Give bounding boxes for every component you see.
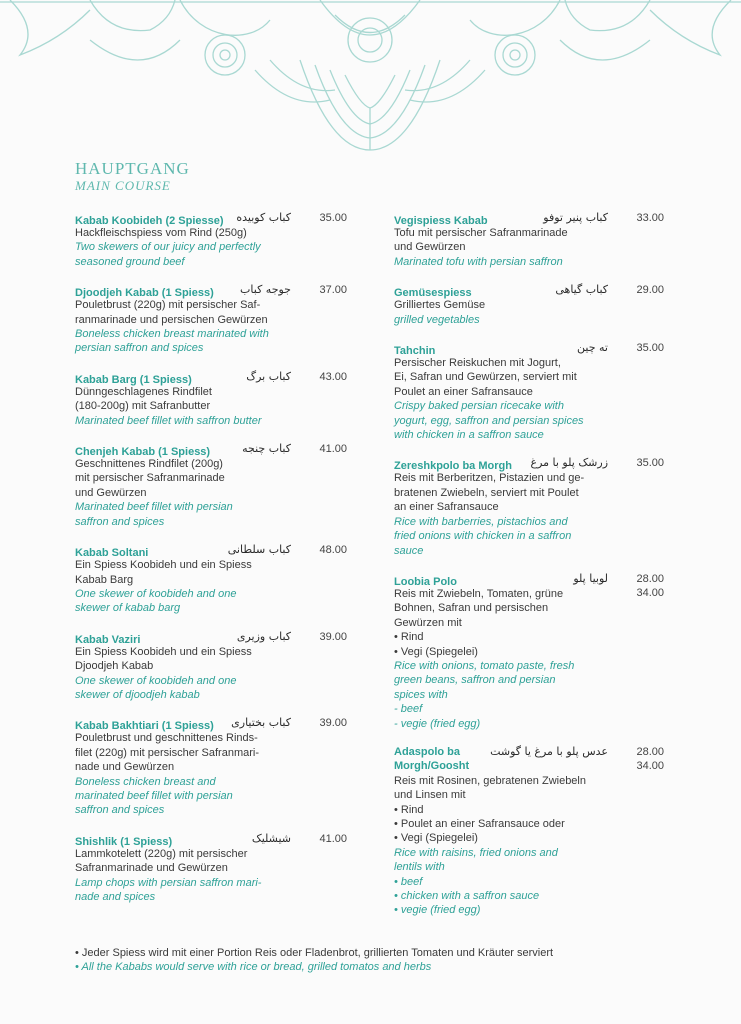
menu-item-price [636, 283, 664, 297]
description-de: und Gewürzen [394, 241, 466, 254]
menu-item [394, 456, 664, 557]
price-value: 29.00 [636, 284, 664, 297]
menu-item-price [319, 283, 347, 297]
description-en: Boneless chicken breast and [75, 775, 216, 788]
menu-item-name-farsi: کباب سلطانی [227, 543, 291, 557]
description-de: Pouletbrust und geschnittenes Rinds- [75, 732, 258, 745]
description-de: an einer Safransauce [394, 501, 499, 514]
section-title [75, 160, 190, 193]
price-value: 34.00 [636, 760, 664, 773]
menu-item-name-farsi: ته چین [577, 341, 608, 355]
menu-item-price [636, 341, 664, 355]
description-de: • Rind [394, 631, 424, 644]
description-de: Poulet an einer Safransauce [394, 385, 533, 398]
description-de: • Rind [394, 803, 424, 816]
menu-item-name: Vegispiess Kabab [394, 215, 488, 227]
menu-item-name: Zereshkpolo ba Morgh [394, 460, 512, 473]
menu-column-left [75, 211, 347, 918]
section-title-en: MAIN COURSE [75, 178, 171, 193]
description-de: nade und Gewürzen [75, 761, 175, 774]
price-value: 39.00 [319, 717, 347, 730]
menu-item-header [75, 716, 347, 731]
menu-item-name: Loobia Polo [394, 575, 457, 588]
price-value: 41.00 [319, 443, 347, 456]
price-value: 43.00 [319, 370, 347, 383]
menu-item-name-farsi: کباب برگ [246, 369, 291, 383]
menu-item-header [394, 745, 664, 774]
menu-item-price [319, 716, 347, 730]
menu-item-name: Kabab Koobideh (2 Spiesse) [75, 215, 224, 227]
price-value: 41.00 [319, 832, 347, 845]
menu-item-name-farsi: کباب گیاهی [555, 283, 608, 297]
footnote-de: • Jeder Spiess wird mit einer Portion Reis oder Fladenbrot, grillierten Tomaten und Kräuter serviert [75, 947, 554, 959]
menu-item-name-farsi: کباب چنجه [242, 442, 291, 456]
description-en: - vegie (fried egg) [394, 717, 481, 730]
description-de: • Poulet an einer Safransauce oder [394, 817, 565, 830]
menu-item-name: Tahchin [394, 345, 436, 358]
description-de: Ei, Safran und Gewürzen, serviert mit [394, 371, 577, 384]
section-title-de: HAUPTGANG [75, 159, 190, 178]
description-de: • Vegi (Spiegelei) [394, 645, 478, 658]
description-de: und Linsen mit [394, 789, 466, 802]
description-de: Gewürzen mit [394, 616, 462, 629]
description-en: Two skewers of our juicy and perfectly [75, 241, 261, 254]
description-en: Rice with onions, tomato paste, fresh [394, 659, 575, 672]
footnotes [75, 946, 715, 975]
description-de: und Gewürzen [75, 486, 147, 499]
menu-item [394, 211, 664, 269]
description-de: Dünngeschlagenes Rindfilet [75, 385, 212, 398]
description-de: Grilliertes Gemüse [394, 299, 486, 312]
price-value: 37.00 [319, 284, 347, 297]
description-en: - beef [394, 703, 423, 716]
menu-item [75, 283, 347, 356]
menu-item-name: Kabab Barg (1 Spiess) [75, 373, 192, 386]
menu-item-name: Gemüsespiess [394, 287, 472, 300]
menu-item [394, 283, 664, 327]
description-en: with chicken in a saffron sauce [394, 429, 544, 442]
price-value: 35.00 [636, 342, 664, 355]
description-de: Ein Spiess Koobideh und ein Spiess [75, 559, 252, 572]
menu-item [394, 341, 664, 442]
price-value: 33.00 [636, 212, 664, 224]
menu-item-header [394, 283, 664, 298]
description-en: skewer of kabab barg [75, 602, 181, 615]
menu-item-name: Shishlik (1 Spiess) [75, 835, 173, 848]
description-de: mit persischer Safranmarinade [75, 472, 225, 485]
description-de: Hackfleischspiess vom Rind (250g) [75, 227, 247, 239]
description-de: Reis mit Rosinen, gebratenen Zwiebeln [394, 774, 586, 787]
menu-item-name-farsi: لوبیا پلو [573, 571, 608, 585]
menu-item-price [636, 745, 664, 774]
menu-item-name-farsi: شیشلیک [251, 831, 291, 845]
description-en: nade and spices [75, 891, 156, 903]
description-de: Safranmarinade und Gewürzen [75, 862, 228, 875]
description-en: persian saffron and spices [75, 342, 204, 355]
menu-item-name-farsi: کباب پنیر توفو [543, 211, 608, 224]
description-en: spices with [394, 688, 448, 701]
menu-item-header [75, 832, 347, 847]
description-en: marinated beef fillet with persian [75, 789, 233, 802]
description-en: seasoned ground beef [75, 255, 185, 268]
menu-item-name-farsi: جوجه کباب [240, 283, 291, 297]
description-de: Geschnittenes Rindfilet (200g) [75, 458, 223, 471]
menu-item-header [75, 211, 347, 226]
description-de: Lammkotelett (220g) mit persischer [75, 847, 248, 860]
description-de: Bohnen, Safran und persischen [394, 602, 549, 615]
menu-item [75, 442, 347, 529]
description-de: Reis mit Zwiebeln, Tomaten, grüne [394, 587, 564, 600]
menu-column-right [394, 211, 664, 932]
description-de: Tofu mit persischer Safranmarinade [394, 227, 568, 239]
price-value: 35.00 [636, 457, 664, 470]
description-en: Lamp chops with persian saffron mari- [75, 876, 262, 889]
menu-item [75, 832, 347, 905]
menu-item-name: Kabab Bakhtiari (1 Spiess) [75, 720, 214, 733]
menu-item-header [75, 370, 347, 385]
description-de: Reis mit Berberitzen, Pistazien und ge- [394, 472, 585, 485]
menu-item-price [319, 370, 347, 384]
price-value: 28.00 [636, 572, 664, 585]
menu-item-name-farsi: زرشک پلو با مرغ [530, 456, 608, 470]
description-de: Pouletbrust (220g) mit persischer Saf- [75, 299, 261, 312]
menu-item-name [394, 745, 469, 774]
menu-item-header [75, 283, 347, 298]
price-value: 34.00 [636, 587, 664, 600]
menu-item-price [319, 211, 347, 225]
price-value: 35.00 [319, 212, 347, 224]
description-en: • vegie (fried egg) [394, 904, 481, 917]
description-de: • Vegi (Spiegelei) [394, 832, 478, 845]
description-en: saffron and spices [75, 515, 165, 528]
menu-item-price [319, 630, 347, 644]
description-en: fried onions with chicken in a saffron [394, 530, 572, 543]
description-de: Djoodjeh Kabab [75, 660, 154, 673]
description-en: Boneless chicken breast marinated with [75, 328, 269, 341]
menu-item [394, 572, 664, 731]
description-de: Ein Spiess Koobideh und ein Spiess [75, 645, 252, 658]
menu-item [75, 211, 347, 269]
menu-item [75, 370, 347, 428]
description-en: lentils with [394, 861, 445, 874]
mandala-ornament [0, 0, 741, 160]
menu-item-header [394, 456, 664, 471]
menu-item-name-farsi: کباب کوبیده [236, 211, 291, 224]
menu-item-name-line: Adaspolo ba [394, 745, 461, 758]
menu-item [75, 543, 347, 616]
description-en: Rice with raisins, fried onions and [394, 846, 558, 859]
menu-item-name: Kabab Soltani [75, 547, 149, 560]
description-de: (180-200g) mit Safranbutter [75, 400, 211, 413]
menu-item-price [319, 543, 347, 557]
description-en: Crispy baked persian ricecake with [394, 400, 564, 413]
price-value: 28.00 [636, 745, 664, 758]
description-en: yogurt, egg, saffron and persian spices [394, 414, 584, 427]
menu-item-price [319, 832, 347, 846]
menu-item-header [394, 341, 664, 356]
description-en: saffron and spices [75, 804, 165, 817]
menu-item-name-farsi: کباب بختیاری [231, 716, 291, 730]
price-value: 48.00 [319, 544, 347, 557]
menu-item-name: Djoodjeh Kabab (1 Spiess) [75, 287, 214, 300]
description-en: One skewer of koobideh and one [75, 674, 237, 687]
description-de: filet (220g) mit persischer Safranmari- [75, 746, 260, 759]
description-en: grilled vegetables [394, 313, 480, 326]
description-de: Persischer Reiskuchen mit Jogurt, [394, 357, 561, 370]
description-en: skewer of djoodjeh kabab [75, 688, 200, 701]
menu-item [394, 745, 664, 918]
description-en: Marinated beef fillet with saffron butter [75, 414, 262, 427]
description-en: sauce [394, 544, 424, 557]
menu-item-name: Chenjeh Kabab (1 Spiess) [75, 446, 211, 459]
menu-item-header [394, 211, 664, 226]
menu-item-name-farsi: عدس پلو با مرغ یا گوشت [490, 744, 608, 758]
menu-item-price [636, 211, 664, 225]
description-en: • beef [394, 875, 423, 888]
menu-item-name: Kabab Vaziri [75, 633, 141, 646]
description-en: Marinated tofu with persian saffron [394, 255, 563, 268]
menu-item-header [75, 543, 347, 558]
description-en: Marinated beef fillet with persian [75, 501, 233, 514]
description-en: One skewer of koobideh and one [75, 587, 237, 600]
menu-item [75, 716, 347, 817]
menu-item-header [75, 630, 347, 645]
price-value: 39.00 [319, 630, 347, 643]
menu-item-header [75, 442, 347, 457]
menu-item-price [319, 442, 347, 456]
menu-item-price [636, 572, 664, 601]
menu-item-name-line: Morgh/Goosht [394, 760, 470, 773]
description-de: bratenen Zwiebeln, serviert mit Poulet [394, 486, 579, 499]
description-en: • chicken with a saffron sauce [394, 890, 540, 903]
footnote-en: • All the Kababs would serve with rice or bread, grilled tomatos and herbs [75, 961, 432, 974]
menu-item-price [636, 456, 664, 470]
description-de: ranmarinade und persischen Gewürzen [75, 313, 268, 326]
description-de: Kabab Barg [75, 573, 134, 586]
menu-item-name-farsi: کباب وزیری [236, 629, 291, 643]
description-en: green beans, saffron and persian [394, 674, 556, 687]
description-en: Rice with barberries, pistachios and [394, 515, 568, 528]
menu-item [75, 630, 347, 703]
